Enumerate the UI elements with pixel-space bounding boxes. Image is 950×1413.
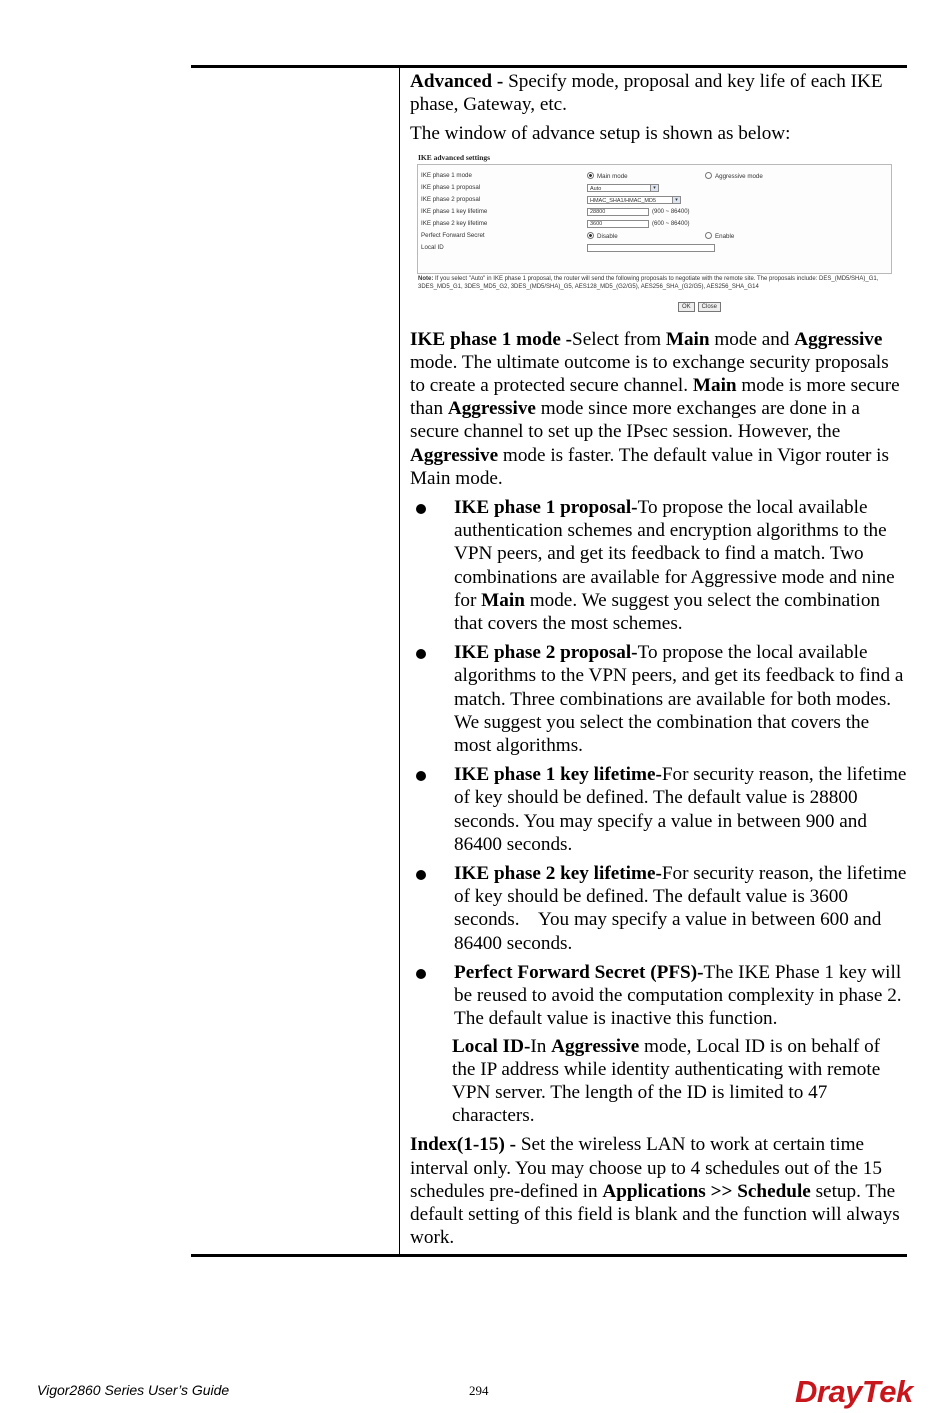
radio-selected-icon bbox=[587, 232, 594, 239]
radio-icon bbox=[705, 232, 712, 239]
settings-panel bbox=[417, 164, 892, 274]
list-item: IKE phase 2 key lifetime-For security reason, the lifetime of key should be defined. The default value is 3600 seconds. You may specify a value in between 600 and 86400 seconds. bbox=[410, 862, 907, 955]
chevron-down-icon: ▾ bbox=[650, 185, 658, 191]
aggressive-mode-radio[interactable]: Aggressive mode bbox=[705, 172, 763, 181]
bullet-icon bbox=[416, 504, 426, 514]
row-label: IKE phase 2 proposal bbox=[421, 195, 481, 203]
chevron-down-icon: ▾ bbox=[672, 197, 680, 203]
bullet-icon bbox=[416, 771, 426, 781]
option-bullet-list bbox=[410, 496, 912, 1030]
pfs-disable-radio[interactable]: Disable bbox=[587, 232, 618, 241]
footer-guide-title: Vigor2860 Series User’s Guide bbox=[37, 1382, 230, 1398]
bullet-icon bbox=[416, 969, 426, 979]
advanced-text: Specify mode, proposal and key life of each IKE phase, Gateway, etc. bbox=[410, 71, 883, 116]
page-number: 294 bbox=[469, 1383, 489, 1398]
local-id-input[interactable] bbox=[587, 244, 715, 252]
advanced-paragraph bbox=[410, 70, 907, 116]
row-label: IKE phase 2 key lifetime bbox=[421, 219, 488, 227]
description-cell bbox=[410, 68, 912, 1254]
phase1-mode-paragraph: IKE phase 1 mode -Select from Main mode and Aggressive mode. The ultimate outcome is to exchange security proposals to create a protected secure channel. Main mode is more secure than Aggressive mode since more exchanges are done in a secure channel to set up the IPsec session. However, the Aggressive mode is faster. The default value in Vigor router is Main mode. bbox=[410, 328, 900, 489]
index-paragraph: Index(1-15) - Set the wireless LAN to work at certain time interval only. You may choose up to 4 schedules out of the 15 schedules pre-defined in Applications >> Schedule setup. The default setting of this field is blank and the function will always work. bbox=[410, 1134, 900, 1249]
list-item: IKE phase 2 proposal-To propose the local available algorithms to the VPN peers, and get its feedback to find a match. Three combinations are available for both modes. We suggest you select the combination that covers the most algorithms. bbox=[410, 641, 907, 757]
window-paragraph: The window of advance setup is shown as below: bbox=[410, 123, 791, 145]
ike-advanced-settings-screenshot bbox=[416, 154, 892, 314]
bullet-icon bbox=[416, 649, 426, 659]
phase2-lifetime-range: (600 ~ 86400) bbox=[652, 220, 690, 227]
phase2-proposal-select[interactable]: HMAC_SHA1/HMAC_MD5 ▾ bbox=[587, 196, 681, 204]
phase1-lifetime-range: (900 ~ 86400) bbox=[652, 208, 690, 215]
screenshot-title: IKE advanced settings bbox=[418, 152, 491, 162]
radio-selected-icon bbox=[587, 172, 594, 179]
row-label: Local ID bbox=[421, 243, 444, 251]
phase1-lifetime-input[interactable]: 28800 bbox=[587, 208, 649, 216]
main-mode-radio[interactable]: Main mode bbox=[587, 172, 628, 181]
screenshot-buttons bbox=[678, 302, 724, 312]
row-label: IKE phase 1 mode bbox=[421, 171, 472, 179]
row-label: IKE phase 1 key lifetime bbox=[421, 207, 488, 215]
local-id-paragraph: Local ID-In Aggressive mode, Local ID is on behalf of the IP address while identity authenticating with remote VPN server. The length of the ID is limited to 47 characters. bbox=[452, 1035, 881, 1127]
draytek-logo: DrayTek bbox=[795, 1374, 913, 1409]
list-item: IKE phase 1 key lifetime-For security reason, the lifetime of key should be defined. The default value is 28800 seconds. You may specify a value in between 900 and 86400 seconds. bbox=[410, 763, 907, 856]
phase1-proposal-select[interactable]: Auto ▾ bbox=[587, 184, 659, 192]
list-item: Perfect Forward Secret (PFS)-The IKE Phase 1 key will be reused to avoid the computation complexity in phase 2. The default value is inactive this function. bbox=[410, 961, 907, 1031]
column-divider bbox=[399, 68, 400, 1254]
parameter-table bbox=[191, 65, 912, 1257]
ok-button[interactable]: OK bbox=[678, 302, 695, 312]
row-label: IKE phase 1 proposal bbox=[421, 183, 481, 191]
row-label: Perfect Forward Secret bbox=[421, 231, 485, 239]
bullet-icon bbox=[416, 870, 426, 880]
radio-icon bbox=[705, 172, 712, 179]
screenshot-note: Note: If you select "Auto" in IKE phase 1 proposal, the router will send the following proposals to negotiate with the remote site. The proposals include: DES_(MD5/SHA)_G1, 3DES_MD5_G1, 3DES_MD5_G2, 3DES_(MD5/SHA)_G5, AES128_MD5_(G2/G5), AES256_SHA_(G2/G5), AES256_SHA_G14 bbox=[418, 275, 879, 290]
advanced-term: Advanced - bbox=[410, 71, 504, 92]
close-button[interactable]: Close bbox=[698, 302, 721, 312]
list-item: IKE phase 1 proposal-To propose the local available authentication schemes and encryption algorithms to the VPN peers, and get its feedback to find a match. Two combinations are available for Aggressive mode and nine for Main mode. We suggest you select the combination that covers the most schemes. bbox=[410, 496, 907, 635]
phase2-lifetime-input[interactable]: 3600 bbox=[587, 220, 649, 228]
pfs-enable-radio[interactable]: Enable bbox=[705, 232, 734, 241]
